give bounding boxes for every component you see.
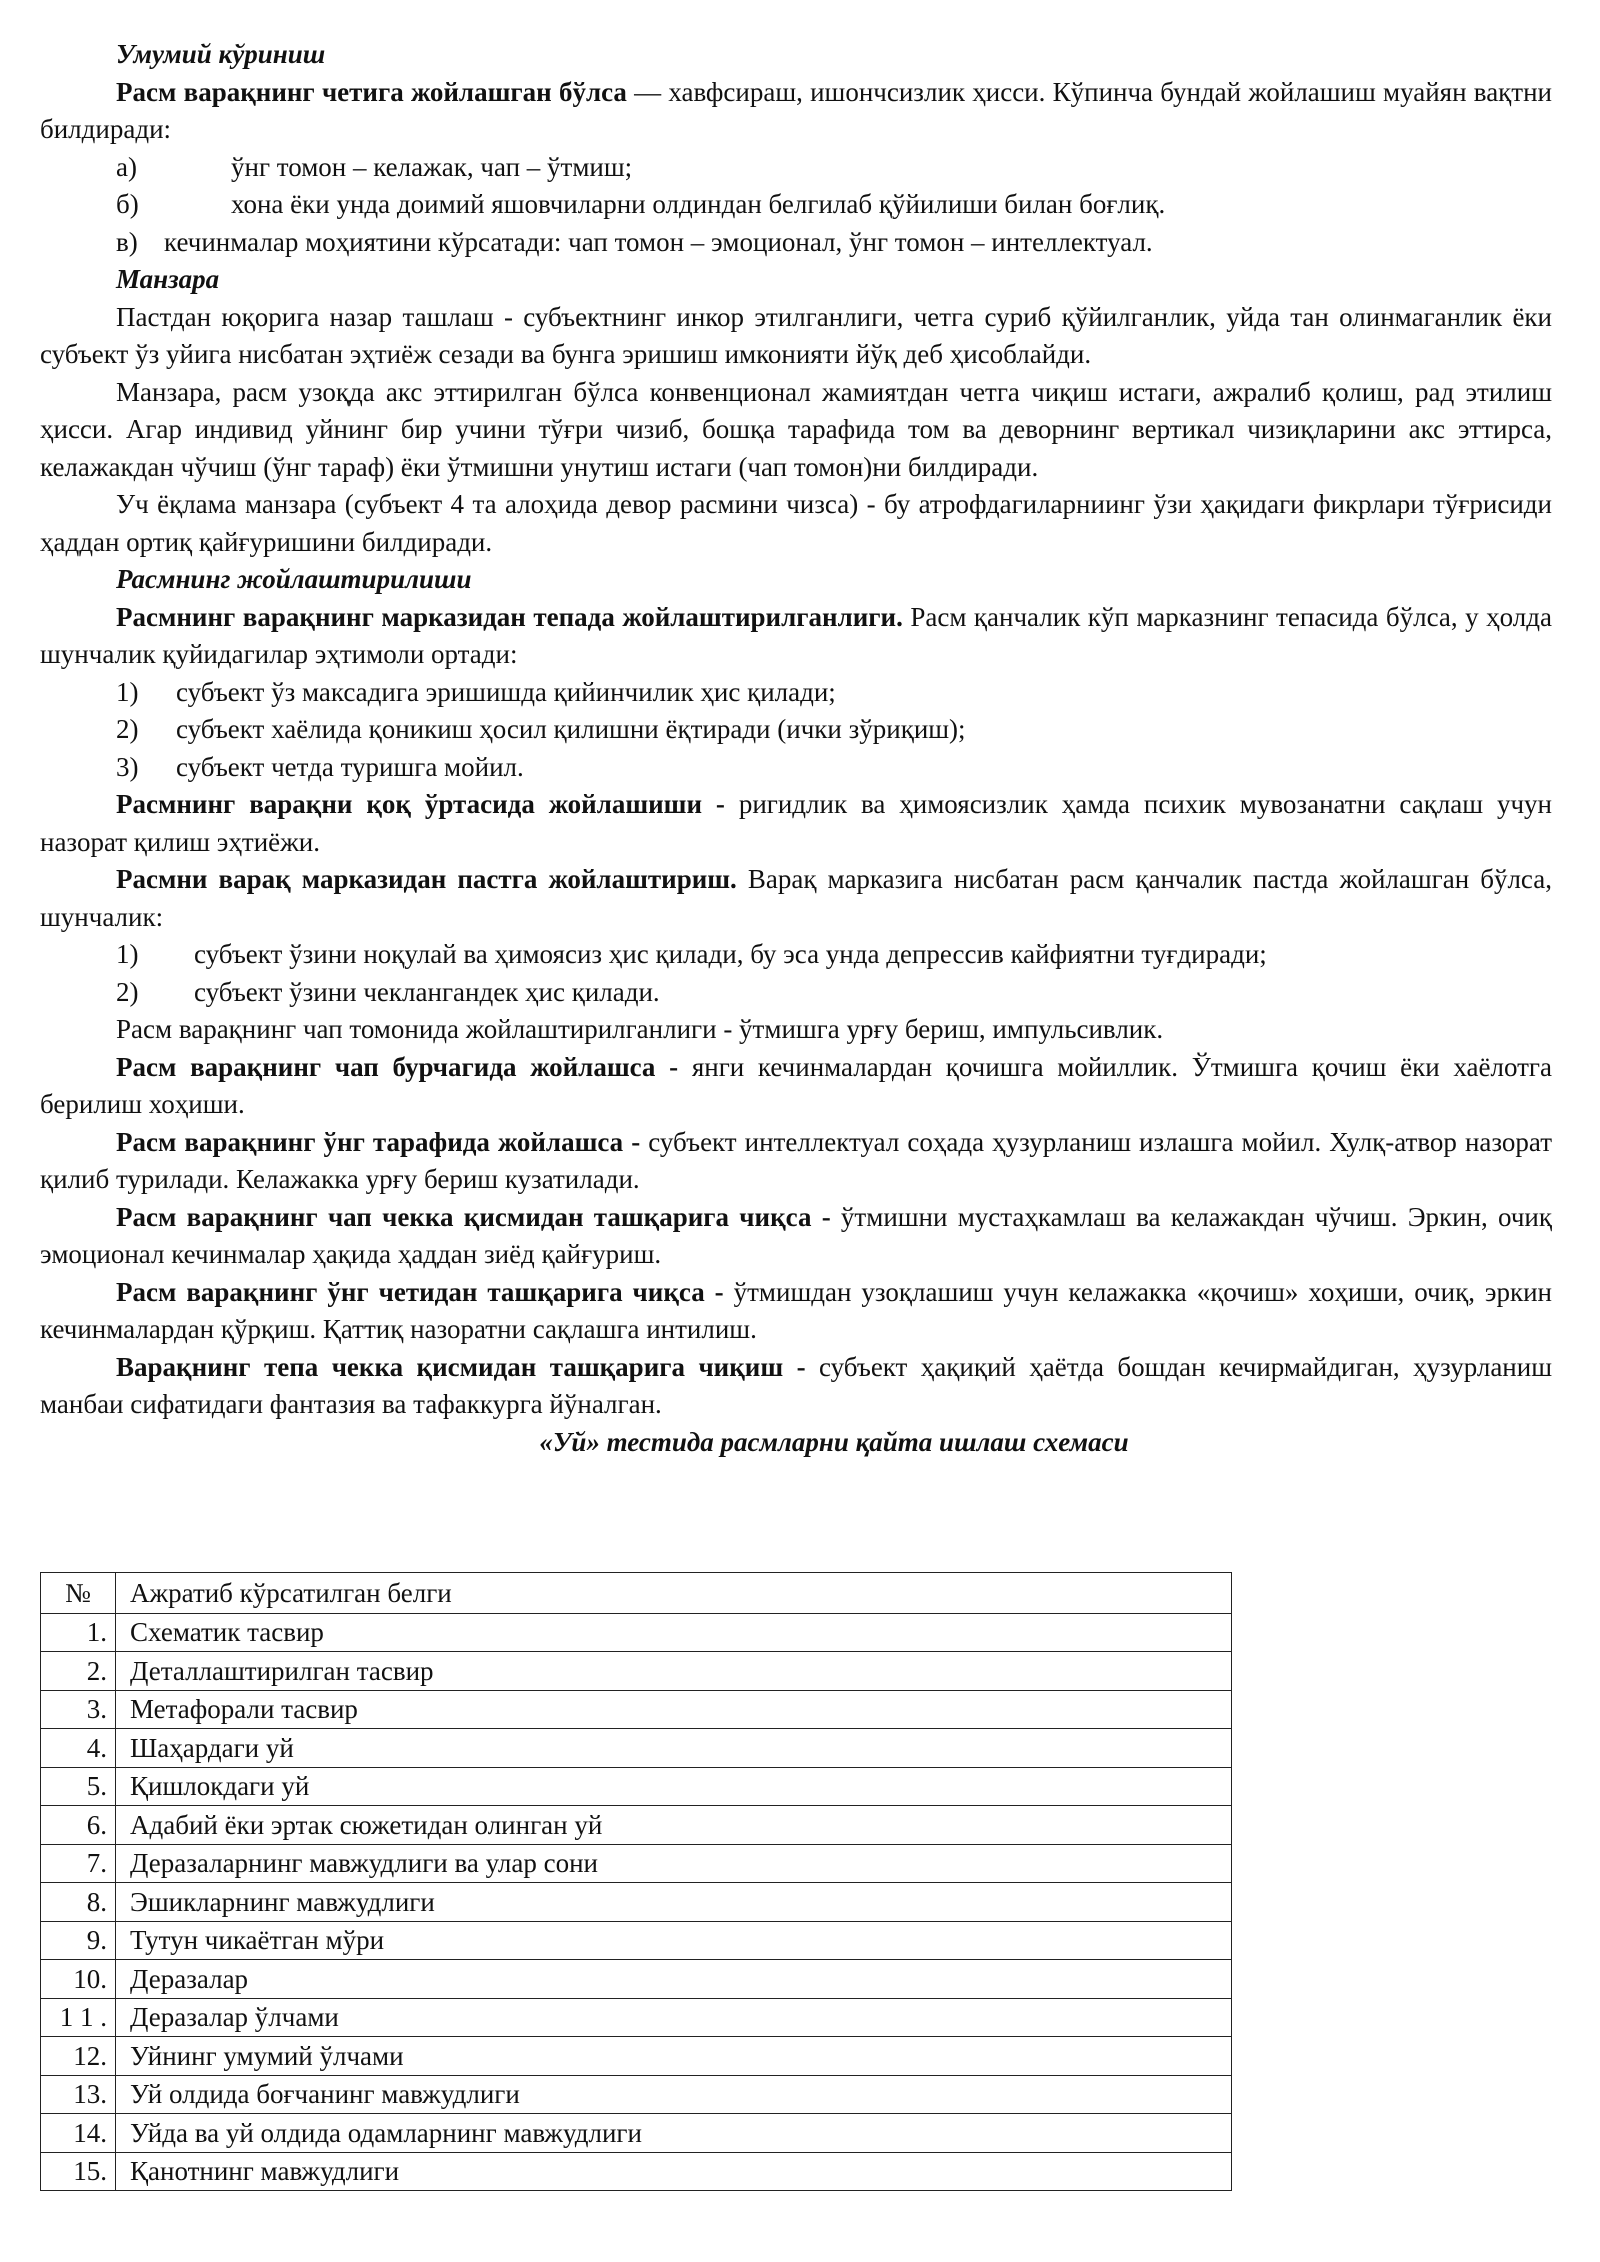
row-number: 14. bbox=[41, 2114, 116, 2153]
row-feature: Уй олдида боғчанинг мавжудлиги bbox=[116, 2075, 1232, 2114]
row-number: 6. bbox=[41, 1806, 116, 1845]
row-number: 12. bbox=[41, 2037, 116, 2076]
text-top-edge: субъект ҳақиқий ҳаётда бошдан кечирмайдиган, ҳузурланиш манбаи сифатидаги фантазия ва тафаккурга йўналган. bbox=[40, 1351, 1552, 1419]
paragraph-top-edge bbox=[40, 1349, 1552, 1424]
text-right-side: субъект интеллектуал соҳада ҳузурланиш излашга мойил. Хулқ-атвор назорат қилиб турилади. Келажакка урғу бериш кузатилади. bbox=[40, 1126, 1552, 1194]
list-marker: в) bbox=[116, 226, 138, 257]
row-feature: Схематик тасвир bbox=[116, 1613, 1232, 1652]
table-row bbox=[41, 1690, 1232, 1729]
lead-edge: Расм варақнинг четига жойлашган бўлса bbox=[116, 76, 627, 107]
paragraph-left-side: Расм варақнинг чап томонида жойлаштирилганлиги - ўтмишга урғу бериш, импульсивлик. bbox=[116, 1014, 1164, 1044]
table-row bbox=[41, 1652, 1232, 1691]
table-row bbox=[41, 1806, 1232, 1845]
row-feature: Деразалар ўлчами bbox=[116, 1998, 1232, 2037]
table-row bbox=[41, 1921, 1232, 1960]
lead-right-edge: Расм варақнинг ўнг четидан ташқарига чиқса - bbox=[116, 1276, 724, 1307]
row-feature: Деразаларнинг мавжудлиги ва улар сони bbox=[116, 1844, 1232, 1883]
header-feature: Ажратиб кўрсатилган белги bbox=[116, 1573, 1232, 1614]
row-feature: Адабий ёки эртак сюжетидан олинган уй bbox=[116, 1806, 1232, 1845]
row-feature: Қанотнинг мавжудлиги bbox=[116, 2152, 1232, 2191]
table-row bbox=[41, 1998, 1232, 2037]
table-row bbox=[41, 1729, 1232, 1768]
lead-above: Расмнинг варақнинг марказидан тепада жойлаштирилганлиги. bbox=[116, 601, 903, 632]
row-feature: Метафорали тасвир bbox=[116, 1690, 1232, 1729]
list-text: ўнг томон – келажак, чап – ўтмиш; bbox=[231, 151, 633, 182]
lead-top-edge: Варақнинг тепа чекка қисмидан ташқарига чиқиш - bbox=[116, 1351, 806, 1382]
row-feature: Қишлокдаги уй bbox=[116, 1767, 1232, 1806]
table-row bbox=[41, 1613, 1232, 1652]
scheme-caption: «Уй» тестида расмларни қайта ишлаш схемаси bbox=[539, 1426, 1129, 1457]
scheme-table bbox=[40, 1572, 1232, 2191]
lead-below: Расмни варақ марказидан пастга жойлаштириш. bbox=[116, 864, 737, 894]
table-row bbox=[41, 1883, 1232, 1922]
list-item bbox=[40, 974, 1552, 1012]
table-row bbox=[41, 2037, 1232, 2076]
table-header-row bbox=[41, 1573, 1232, 1614]
header-number: № bbox=[41, 1573, 116, 1614]
row-feature: Уйда ва уй олдида одамларнинг мавжудлиги bbox=[116, 2114, 1232, 2153]
heading-general-view: Умумий кўриниш bbox=[116, 39, 326, 69]
list-text: хона ёки унда доимий яшовчиларни олдиндан белгилаб қўйилиши билан боғлиқ. bbox=[231, 189, 1166, 219]
row-feature: Шаҳардаги уй bbox=[116, 1729, 1232, 1768]
list-marker: 2) bbox=[116, 976, 139, 1007]
list-marker: 2) bbox=[116, 714, 139, 744]
table-row bbox=[41, 1767, 1232, 1806]
table-row bbox=[41, 1960, 1232, 1999]
list-text: субъект хаёлида қоникиш ҳосил қилишни ёқтиради (ички зўриқиш); bbox=[176, 714, 966, 744]
table-body bbox=[41, 1613, 1232, 2191]
text-edge: — хавфсираш, ишончсизлик ҳисси. Кўпинча бундай жойлашиш муайян вақтни билдиради: bbox=[40, 76, 1552, 144]
row-number: 1. bbox=[41, 1613, 116, 1652]
text-left-edge: ўтмишни мустаҳкамлаш ва келажакдан чўчиш. Эркин, очиқ эмоционал кечинмалар ҳақида ҳаддан зиёд қайғуриш. bbox=[40, 1201, 1552, 1269]
row-number: 10. bbox=[41, 1960, 116, 1999]
paragraph-left-corner bbox=[40, 1049, 1552, 1124]
table-row bbox=[41, 2114, 1232, 2153]
row-number: 4. bbox=[41, 1729, 116, 1768]
list-text: субъект ўз максадига эришишда қийинчилик ҳис қилади; bbox=[176, 676, 836, 707]
list-item bbox=[40, 224, 1552, 262]
list-item bbox=[40, 149, 1552, 187]
row-feature: Деразалар bbox=[116, 1960, 1232, 1999]
paragraph-left-edge bbox=[40, 1199, 1552, 1274]
list-marker: 1) bbox=[116, 676, 139, 707]
list-item bbox=[40, 749, 1552, 787]
row-number: 1 1 . bbox=[41, 1998, 116, 2037]
text-left-corner: янги кечинмалардан қочишга мойиллик. Ўтмишга қочиш ёки хаёлотга берилиш хоҳиши. bbox=[40, 1051, 1552, 1119]
list-item bbox=[40, 936, 1552, 974]
row-number: 5. bbox=[41, 1767, 116, 1806]
paragraph-landscape-2: Манзара, расм узоқда акс эттирилган бўлса конвенционал жамиятдан четга чиқиш истаги, ажралиб қолиш, рад этилиш ҳисси. Агар индивид уйнинг бир учини тўғри чизиб, бошқа тарафида том ва деворнинг вертикал чизиқларини акс эттирса, келажакдан чўчиш (ўнг тараф) ёки ўтмишни унутиш истаги (чап томон)ни билдиради. bbox=[40, 376, 1552, 482]
paragraph-landscape-3: Уч ёқлама манзара (субъект 4 та алоҳида девор расмини чизса) - бу атрофдагиларниинг ўзи ҳақидаги фикрлари тўғрисиди ҳаддан ортиқ қайғуришини билдиради. bbox=[40, 489, 1552, 557]
paragraph-center bbox=[40, 786, 1552, 861]
list-text: субъект ўзини ноқулай ва ҳимоясиз ҳис қилади, бу эса унда депрессив кайфиятни туғдиради; bbox=[194, 939, 1267, 969]
row-number: 7. bbox=[41, 1844, 116, 1883]
row-feature: Уйнинг умумий ўлчами bbox=[116, 2037, 1232, 2076]
paragraph-below-center bbox=[40, 861, 1552, 936]
row-feature: Деталлаштирилган тасвир bbox=[116, 1652, 1232, 1691]
list-text: субъект ўзини чеклангандек ҳис қилади. bbox=[194, 976, 660, 1007]
table-row bbox=[41, 2075, 1232, 2114]
list-marker: 1) bbox=[116, 939, 139, 969]
paragraph-edge bbox=[40, 74, 1552, 149]
row-number: 15. bbox=[41, 2152, 116, 2191]
text-center: ригидлик ва ҳимоясизлик ҳамда психик мувозанатни сақлаш учун назорат қилиш эҳтиёжи. bbox=[40, 789, 1552, 857]
paragraph-right-edge bbox=[40, 1274, 1552, 1349]
row-number: 2. bbox=[41, 1652, 116, 1691]
row-number: 13. bbox=[41, 2075, 116, 2114]
heading-landscape: Манзара bbox=[116, 264, 220, 294]
list-item bbox=[40, 186, 1552, 224]
text-above: Расм қанчалик кўп марказнинг тепасида бўлса, у ҳолда шунчалик қуйидагилар эҳтимоли ортади: bbox=[40, 601, 1552, 669]
row-feature: Тутун чикаётган мўри bbox=[116, 1921, 1232, 1960]
lead-left-edge: Расм варақнинг чап чекка қисмидан ташқарига чиқса - bbox=[116, 1201, 831, 1232]
list-item bbox=[40, 711, 1552, 749]
list-item bbox=[40, 674, 1552, 712]
list-text: кечинмалар моҳиятини кўрсатади: чап томон – эмоционал, ўнг томон – интеллектуал. bbox=[164, 226, 1153, 257]
table-row bbox=[41, 1844, 1232, 1883]
row-number: 9. bbox=[41, 1921, 116, 1960]
row-feature: Эшикларнинг мавжудлиги bbox=[116, 1883, 1232, 1922]
lead-left-corner: Расм варақнинг чап бурчагида жойлашса - bbox=[116, 1051, 679, 1082]
table-row bbox=[41, 2152, 1232, 2191]
paragraph-landscape-1: Пастдан юқорига назар ташлаш - субъектнинг инкор этилганлиги, четга суриб қўйилганлик, уйда тан олинмаганлик ёки субъект ўз уйига нисбатан эҳтиёж сезади ва бунга эришиш имконияти йўқ деб ҳисоблайди. bbox=[40, 301, 1552, 369]
text-below: Варақ марказига нисбатан расм қанчалик пастда жойлашган бўлса, шунчалик: bbox=[40, 864, 1552, 932]
paragraph-right-side bbox=[40, 1124, 1552, 1199]
lead-center: Расмнинг варақни қоқ ўртасида жойлашиши - bbox=[116, 789, 725, 819]
list-text: субъект четда туришга мойил. bbox=[176, 751, 524, 782]
row-number: 8. bbox=[41, 1883, 116, 1922]
list-marker: а) bbox=[116, 151, 137, 182]
document-body bbox=[40, 36, 1552, 1461]
list-marker: 3) bbox=[116, 751, 139, 782]
text-right-edge: ўтмишдан узоқлашиш учун келажакка «қочиш» хоҳиши, очиқ, эркин кечинмалардан қўрқиш. Қаттиқ назоратни сақлашга интилиш. bbox=[40, 1276, 1552, 1344]
row-number: 3. bbox=[41, 1690, 116, 1729]
list-marker: б) bbox=[116, 189, 139, 219]
heading-placement: Расмнинг жойлаштирилиши bbox=[116, 564, 472, 594]
paragraph-above-center bbox=[40, 599, 1552, 674]
lead-right-side: Расм варақнинг ўнг тарафида жойлашса - bbox=[116, 1126, 641, 1157]
